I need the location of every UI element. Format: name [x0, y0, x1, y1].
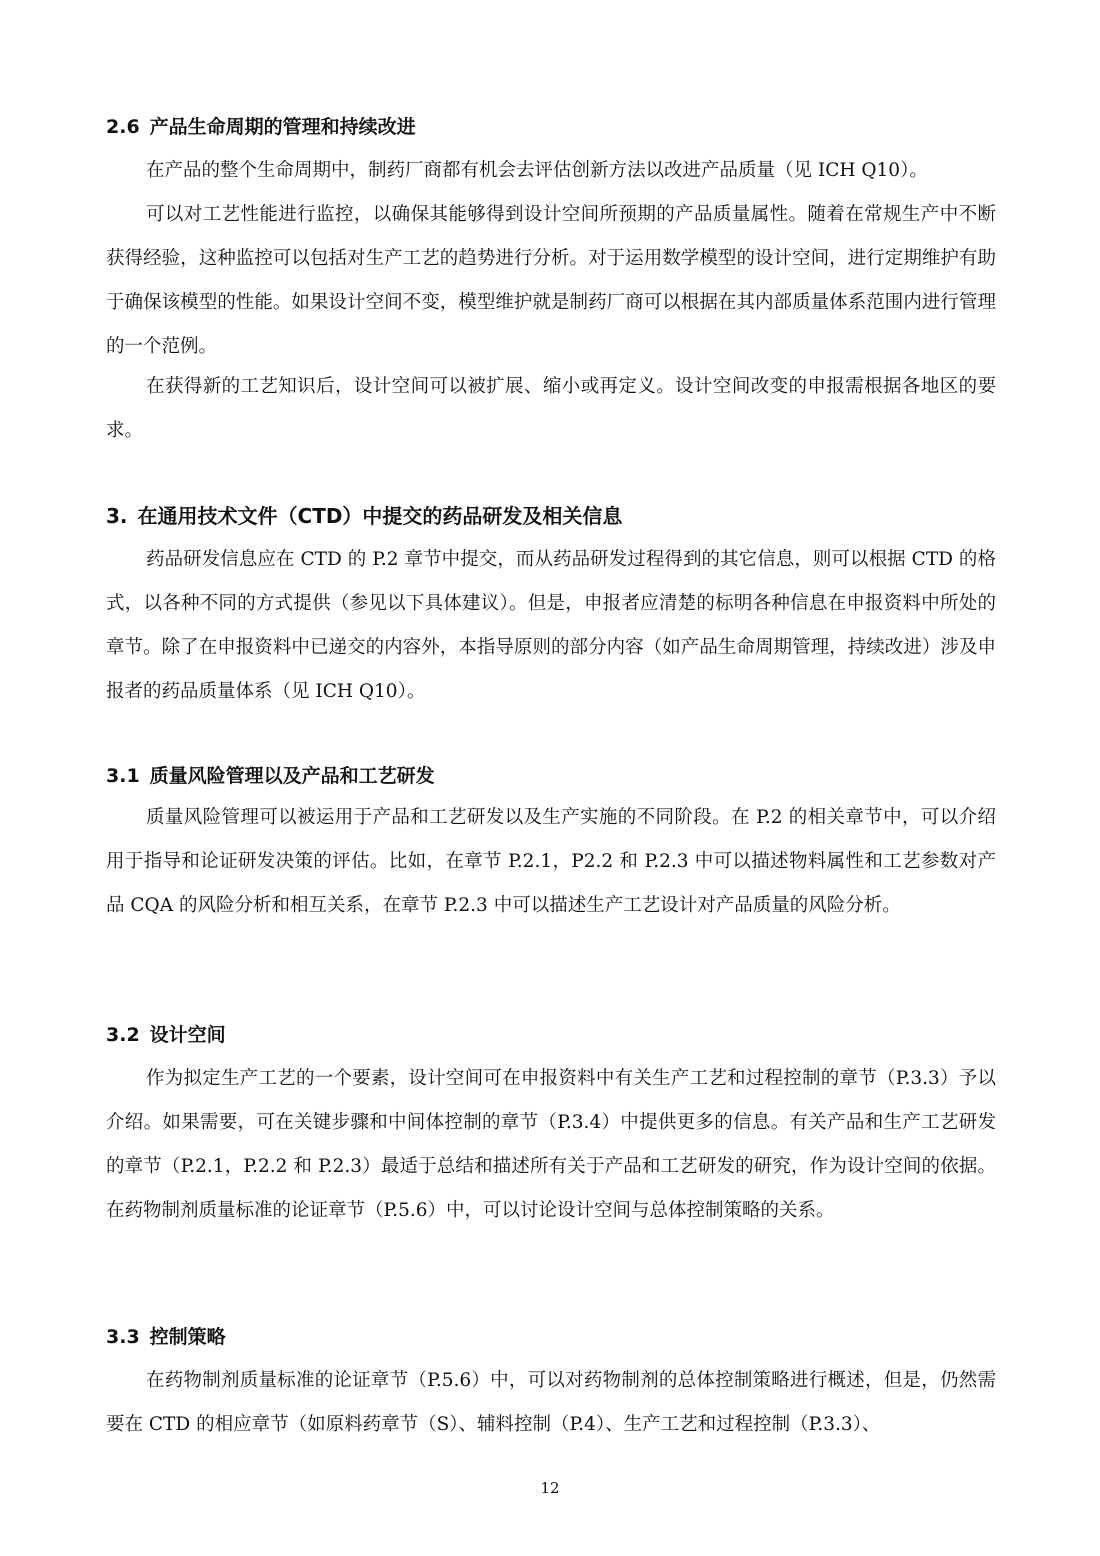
page-number: 12	[540, 1479, 560, 1497]
section-title: 产品生命周期的管理和持续改进	[149, 116, 416, 138]
section-number: 3.2	[106, 1024, 140, 1046]
paragraph: 在产品的整个生命周期中，制药厂商都有机会去评估创新方法以改进产品质量（见 ICH Q10）。	[146, 160, 928, 181]
paragraph: 在药物制剂质量标准的论证章节（P.5.6）中，可以对药物制剂的总体控制策略进行概述，但是，仍然需要在 CTD 的相应章节（如原料药章节（S）、辅料控制（P.4）、生产工艺和过程控制（P.3.3）、	[106, 1370, 996, 1435]
paragraph: 可以对工艺性能进行监控，以确保其能够得到设计空间所预期的产品质量属性。随着在常规生产中不断获得经验，这种监控可以包括对生产工艺的趋势进行分析。对于运用数学模型的设计空间，进行定期维护有助于确保该模型的性能。如果设计空间不变，模型维护就是制药厂商可以根据在其内部质量体系范围内进行管理的一个范例。	[106, 204, 996, 357]
section-number: 3.1	[106, 765, 140, 787]
section-number: 3.3	[106, 1326, 140, 1348]
paragraph: 作为拟定生产工艺的一个要素，设计空间可在申报资料中有关生产工艺和过程控制的章节（P.3.3）予以介绍。如果需要，可在关键步骤和中间体控制的章节（P.3.4）中提供更多的信息。有关产品和生产工艺研发的章节（P.2.1，P.2.2 和 P.2.3）最适于总结和描述所有关于产品和工艺研发的研究，作为设计空间的依据。在药物制剂质量标准的论证章节（P.5.6）中，可以讨论设计空间与总体控制策略的关系。	[106, 1068, 996, 1221]
section-title: 质量风险管理以及产品和工艺研发	[149, 765, 435, 787]
paragraph: 药品研发信息应在 CTD 的 P.2 章节中提交，而从药品研发过程得到的其它信息，则可以根据 CTD 的格式，以各种不同的方式提供（参见以下具体建议）。但是，申报者应清楚的标明各种信息在申报资料中所处的章节。除了在申报资料中已递交的内容外，本指导原则的部分内容（如产品生命周期管理，持续改进）涉及申报者的药品质量体系（见 ICH Q10）。	[106, 549, 996, 702]
section-title: 设计空间	[149, 1024, 226, 1046]
section-number: 2.6	[106, 116, 140, 138]
section-heading-3-3	[106, 1325, 226, 1349]
paragraph: 质量风险管理可以被运用于产品和工艺研发以及生产实施的不同阶段。在 P.2 的相关章节中，可以介绍用于指导和论证研发决策的评估。比如，在章节 P.2.1，P2.2 和 P.2.3 中可以描述物料属性和工艺参数对产品 CQA 的风险分析和相互关系，在章节 P.2.3 中可以描述生产工艺设计对产品质量的风险分析。	[106, 807, 996, 916]
paragraph: 在获得新的工艺知识后，设计空间可以被扩展、缩小或再定义。设计空间改变的申报需根据各地区的要求。	[106, 376, 996, 441]
section-heading-2-6	[106, 115, 416, 139]
section-title: 在通用技术文件（CTD）中提交的药品研发及相关信息	[137, 504, 623, 528]
section-heading-3-2	[106, 1023, 226, 1047]
section-heading-3	[106, 504, 622, 528]
section-title: 控制策略	[149, 1326, 226, 1348]
section-number: 3.	[106, 504, 128, 528]
section-heading-3-1	[106, 764, 435, 788]
